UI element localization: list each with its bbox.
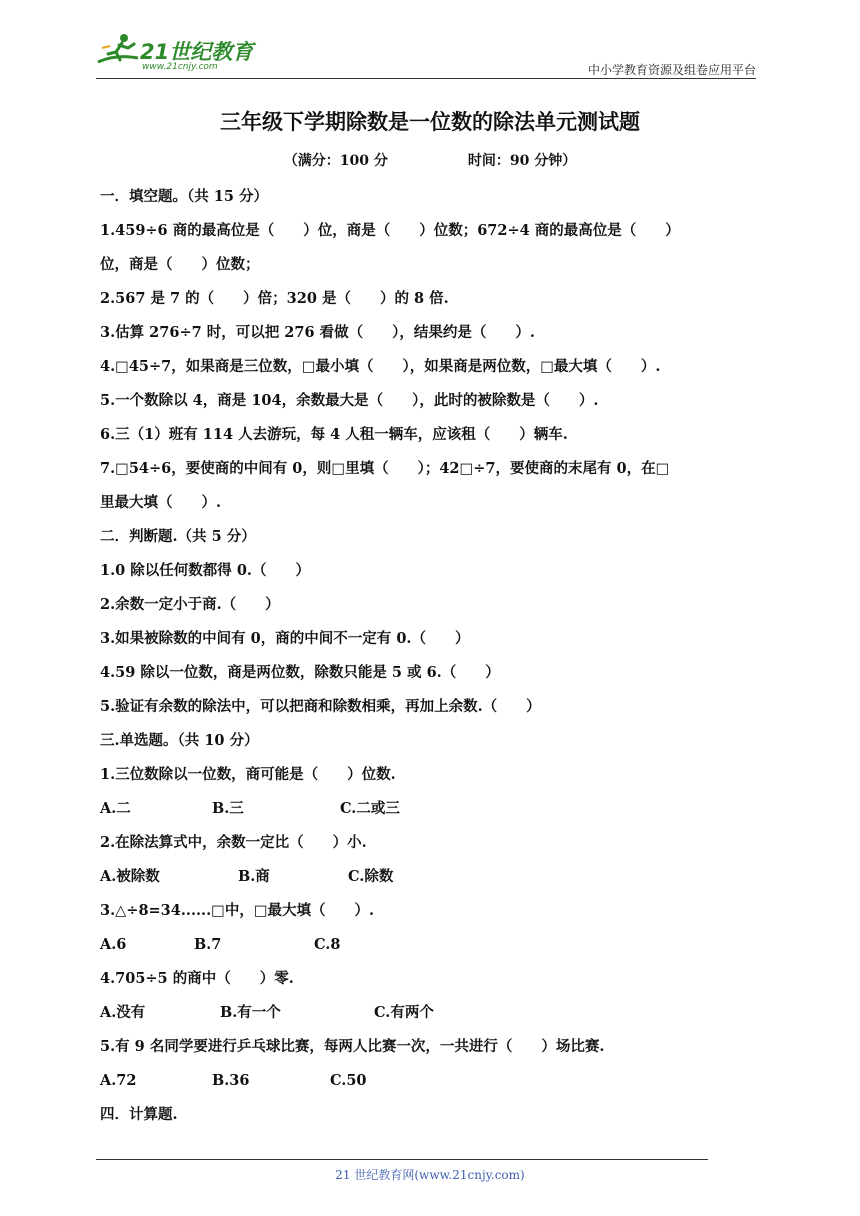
option-row [100,792,780,826]
option-row [100,928,780,962]
logo-text: 21世纪教育 [140,40,254,64]
page-title: 三年级下学期除数是一位数的除法单元测试题 [220,109,640,134]
option-c: C.有两个 [374,1004,434,1021]
question-text: 4.□45÷7，如果商是三位数，□最小填（ ），如果商是两位数，□最大填（ ）. [100,358,661,375]
option-a: A.二 [100,800,131,817]
section-heading-calc: 四．计算题. [100,1106,178,1123]
option-b: B.36 [212,1072,250,1089]
question-text: 1.459÷6 商的最高位是（ ）位，商是（ ）位数；672÷4 商的最高位是（ ） [100,222,680,239]
exam-info [0,150,860,170]
question-text: 1.三位数除以一位数，商可能是（ ）位数. [100,766,396,783]
page-header [0,0,860,80]
option-b: B.三 [212,800,244,817]
header-divider [96,78,756,79]
question-text: 7.□54÷6，要使商的中间有 0，则□里填（ ）；42□÷7，要使商的末尾有 0，在□ [100,460,670,477]
runner-logo-icon [96,32,140,72]
header-platform-text: 中小学教育资源及组卷应用平台 [587,63,756,77]
question-text: 2.在除法算式中，余数一定比（ ）小. [100,834,367,851]
logo-url: www.21cnjy.com [142,62,218,72]
question-text: 位，商是（ ）位数； [100,256,260,273]
section-heading-judge: 二．判断题.（共 5 分） [100,528,256,545]
question-text: 4.705÷5 的商中（ ）零. [100,970,294,987]
option-row [100,1064,780,1098]
question-text: 5.一个数除以 4，商是 104，余数最大是（ ），此时的被除数是（ ）. [100,392,599,409]
section-heading-choice: 三.单选题。（共 10 分） [100,732,259,749]
option-a: A.6 [100,936,127,953]
option-a: A.没有 [100,1004,146,1021]
option-row [100,996,780,1030]
exam-content [100,180,780,1132]
option-a: A.被除数 [100,868,160,885]
footer-text: 21 世纪教育网(www.21cnjy.com) [335,1168,525,1182]
question-text: 里最大填（ ）. [100,494,222,511]
question-text: 5.有 9 名同学要进行乒乓球比赛，每两人比赛一次，一共进行（ ）场比赛. [100,1038,605,1055]
option-b: B.7 [194,936,222,953]
question-text: 3.估算 276÷7 时，可以把 276 看做（ ），结果约是（ ）. [100,324,535,341]
option-c: C.8 [314,936,341,953]
option-b: B.有一个 [220,1004,281,1021]
question-text: 1.0 除以任何数都得 0.（ ） [100,562,310,579]
question-text: 2.余数一定小于商.（ ） [100,596,280,613]
option-b: B.商 [238,868,270,885]
question-text: 4.59 除以一位数，商是两位数，除数只能是 5 或 6.（ ） [100,664,500,681]
option-c: C.50 [330,1072,367,1089]
question-text: 3.△÷8=34......□中，□最大填（ ）. [100,902,375,919]
question-text: 6.三（1）班有 114 人去游玩，每 4 人租一辆车，应该租（ ）辆车. [100,426,568,443]
footer-divider [96,1159,708,1160]
question-text: 5.验证有余数的除法中，可以把商和除数相乘，再加上余数.（ ） [100,698,541,715]
question-text: 3.如果被除数的中间有 0，商的中间不一定有 0.（ ） [100,630,470,647]
question-text: 2.567 是 7 的（ ）倍；320 是（ ）的 8 倍. [100,290,449,307]
option-c: C.除数 [348,868,394,885]
option-a: A.72 [100,1072,137,1089]
option-row [100,860,780,894]
logo [96,32,266,78]
exam-time: 时间：90 分钟） [467,153,577,169]
section-heading-fill: 一．填空题。（共 15 分） [100,188,269,205]
full-score: （满分：100 分 [283,153,388,169]
option-c: C.二或三 [340,800,400,817]
